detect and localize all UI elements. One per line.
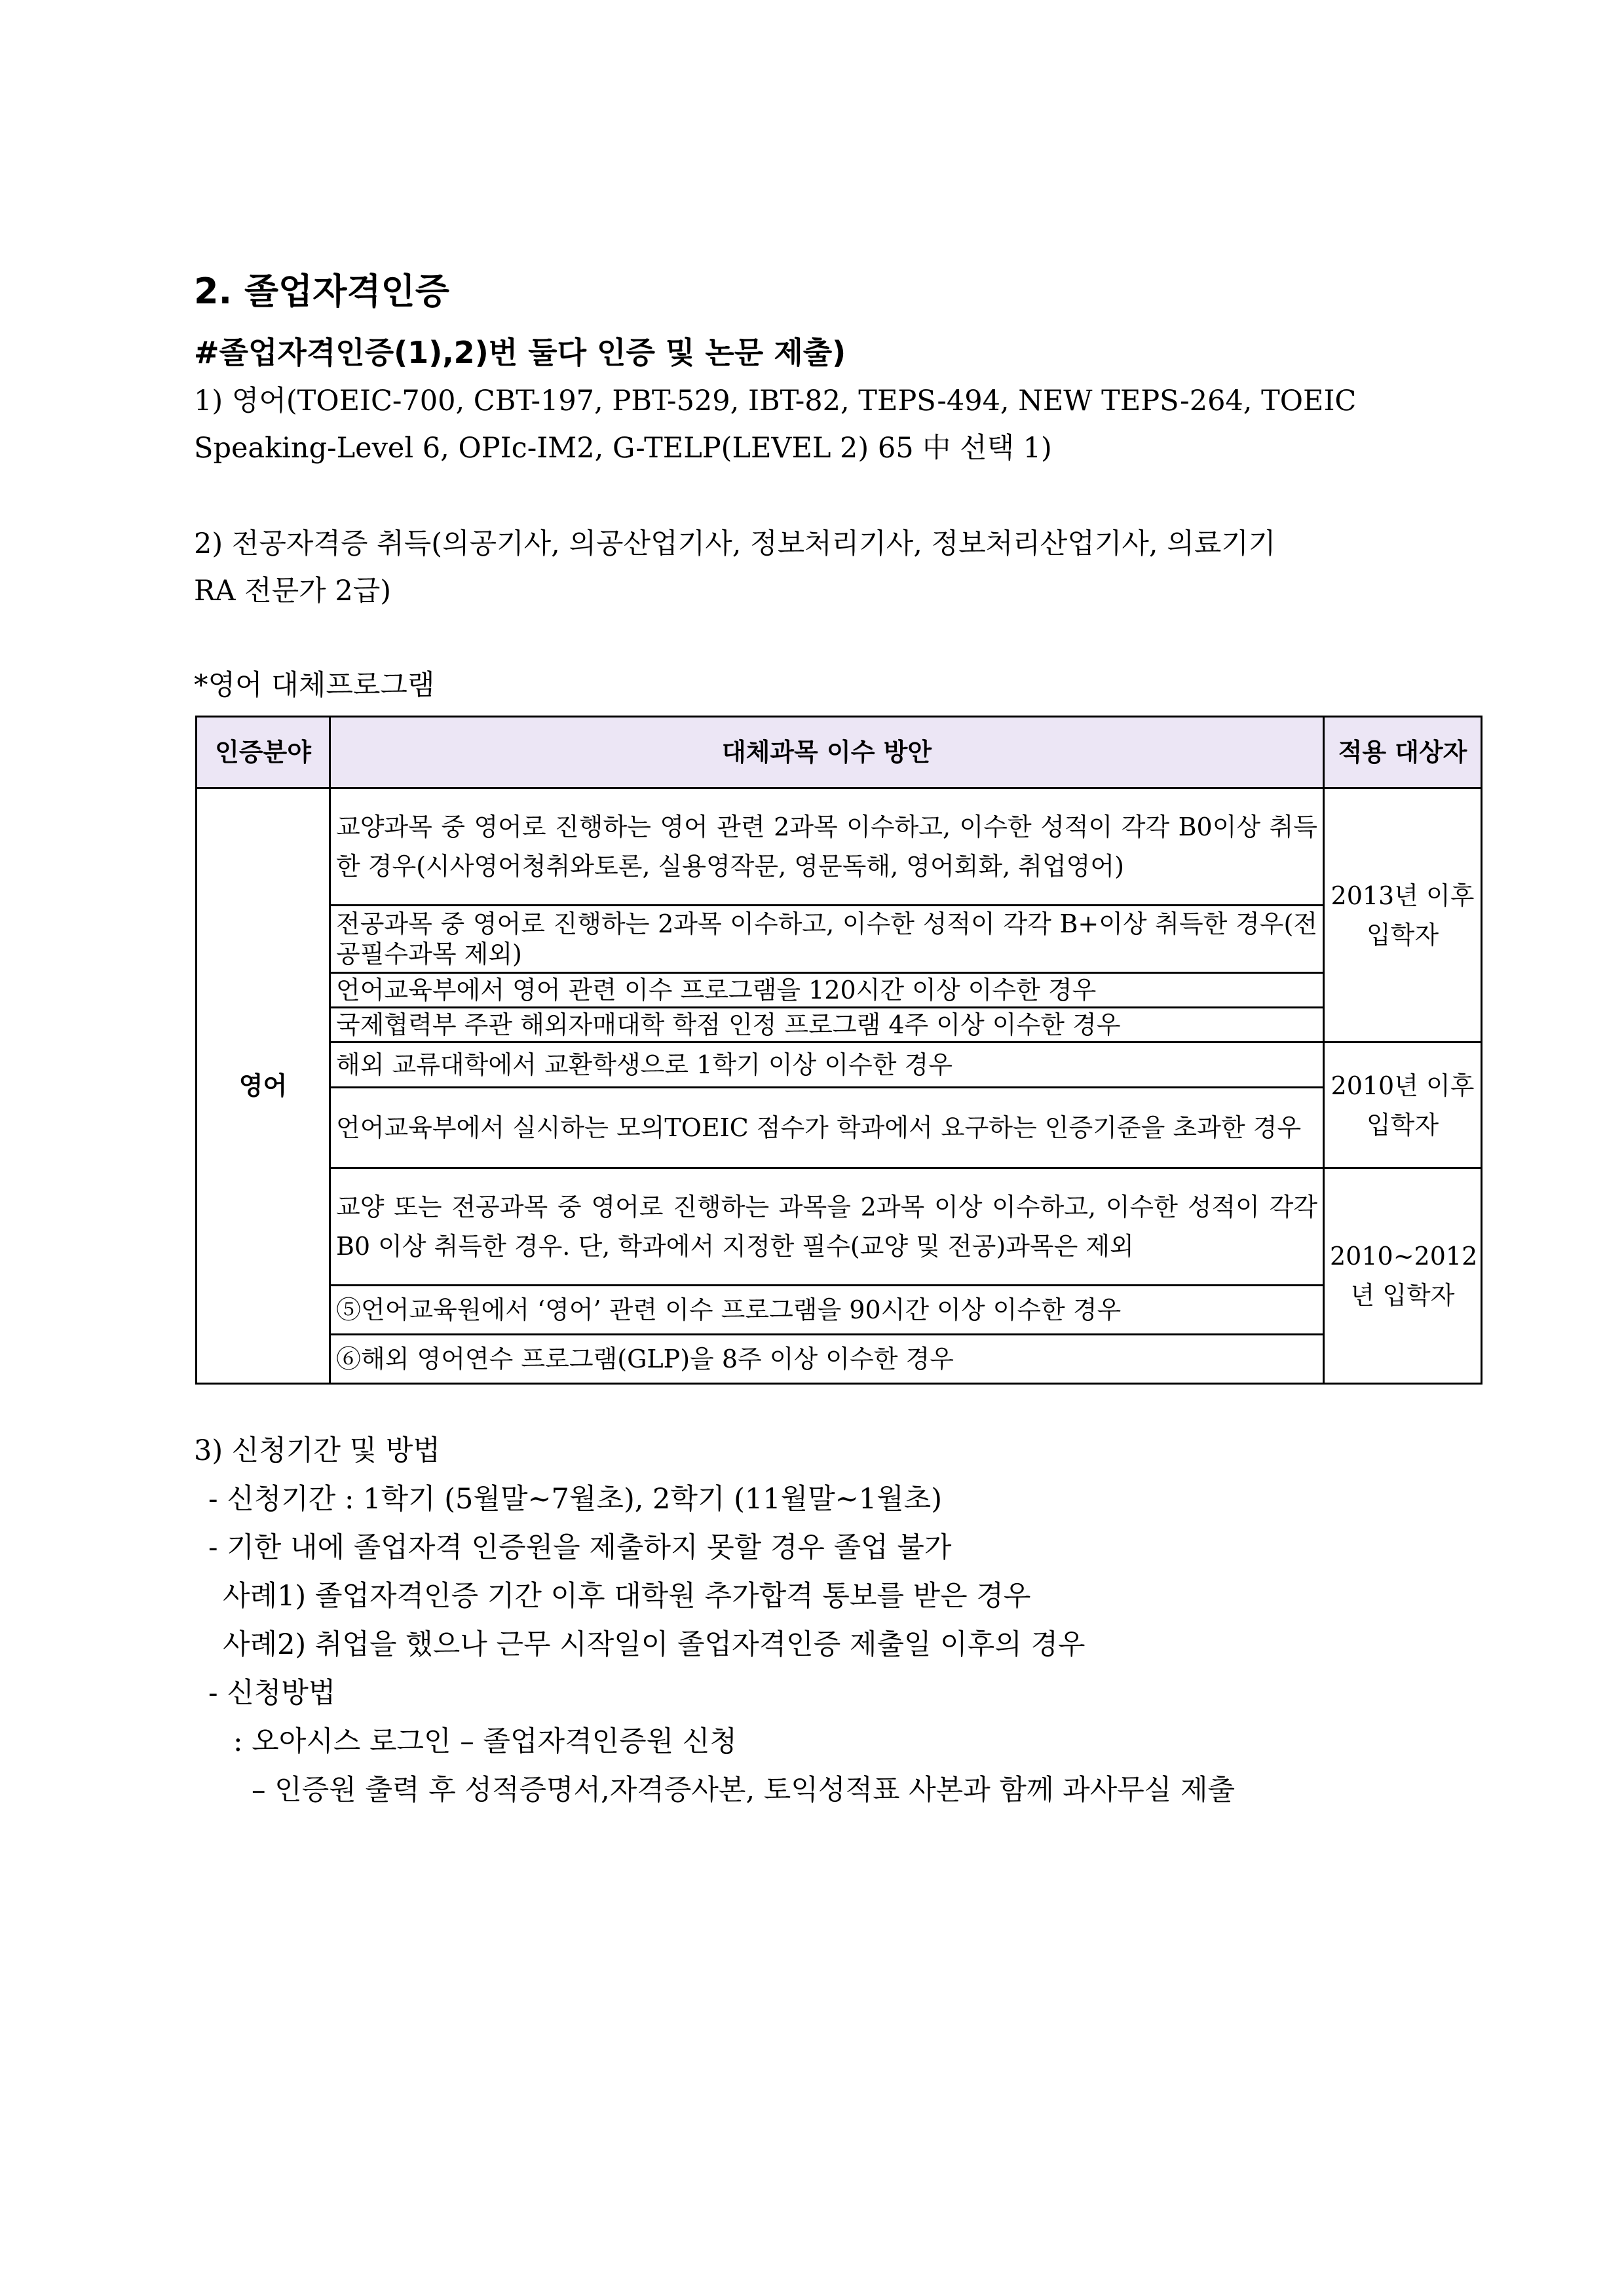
english-requirement-line2: Speaking-Level 6, OPIc-IM2, G-TELP(LEVEL 2) 65 中 선택 1) <box>194 432 1052 465</box>
table-row <box>197 906 1482 973</box>
application-method-step2: – 인증원 출력 후 성적증명서,자격증사본, 토익성적표 사본과 함께 과사무실 제출 <box>252 1774 1236 1807</box>
major-certificate-line1: 2) 전공자격증 취득(의공기사, 의공산업기사, 정보처리기사, 정보처리산업기사, 의료기기 <box>194 527 1276 560</box>
application-case2: 사례2) 취업을 했으나 근무 시작일이 졸업자격인증 제출일 이후의 경우 <box>223 1628 1086 1661</box>
application-method-step1: : 오아시스 로그인 – 졸업자격인증원 신청 <box>233 1725 737 1758</box>
header-category: 인증분야 <box>197 717 330 788</box>
application-warning: - 기한 내에 졸업자격 인증원을 제출하지 못할 경우 졸업 불가 <box>208 1531 952 1564</box>
application-heading: 3) 신청기간 및 방법 <box>194 1434 440 1467</box>
target-cell: 2010~2012년 입학자 <box>1324 1168 1482 1384</box>
alt-program-heading: *영어 대체프로그램 <box>194 669 435 702</box>
method-cell: ⑥해외 영어연수 프로그램(GLP)을 8주 이상 이수한 경우 <box>330 1335 1324 1384</box>
method-cell: 해외 교류대학에서 교환학생으로 1학기 이상 이수한 경우 <box>330 1043 1324 1088</box>
category-cell: 영어 <box>197 788 330 1384</box>
header-target: 적용 대상자 <box>1324 717 1482 788</box>
method-cell: 전공과목 중 영어로 진행하는 2과목 이수하고, 이수한 성적이 각각 B+이상 취득한 경우(전공필수과목 제외) <box>330 906 1324 973</box>
major-certificate-line2: RA 전문가 2급) <box>194 575 392 607</box>
table-row <box>197 1335 1482 1384</box>
application-period: - 신청기간 : 1학기 (5월말~7월초), 2학기 (11월말~1월초) <box>208 1483 942 1516</box>
application-method-label: - 신청방법 <box>208 1677 336 1710</box>
table-row <box>197 1043 1482 1088</box>
table-header-row <box>197 717 1482 788</box>
english-requirement-line1: 1) 영어(TOEIC-700, CBT-197, PBT-529, IBT-82, TEPS-494, NEW TEPS-264, TOEIC <box>194 385 1357 417</box>
table-row <box>197 1008 1482 1043</box>
application-case1: 사례1) 졸업자격인증 기간 이후 대학원 추가합격 통보를 받은 경우 <box>223 1580 1031 1613</box>
method-cell: 국제협력부 주관 해외자매대학 학점 인정 프로그램 4주 이상 이수한 경우 <box>330 1008 1324 1043</box>
method-cell: 언어교육부에서 실시하는 모의TOEIC 점수가 학과에서 요구하는 인증기준을 초과한 경우 <box>330 1088 1324 1168</box>
header-method: 대체과목 이수 방안 <box>330 717 1324 788</box>
target-cell: 2013년 이후 입학자 <box>1324 788 1482 1043</box>
method-cell: ⑤언어교육원에서 ‘영어’ 관련 이수 프로그램을 90시간 이상 이수한 경우 <box>330 1286 1324 1335</box>
alt-program-table <box>195 716 1482 1385</box>
table-row <box>197 1286 1482 1335</box>
table-row <box>197 1168 1482 1286</box>
table-row <box>197 1088 1482 1168</box>
method-cell: 언어교육부에서 영어 관련 이수 프로그램을 120시간 이상 이수한 경우 <box>330 973 1324 1008</box>
section-subtitle: #졸업자격인증(1),2)번 둘다 인증 및 논문 제출) <box>194 335 846 370</box>
section-title: 2. 졸업자격인증 <box>194 271 449 312</box>
target-cell: 2010년 이후 입학자 <box>1324 1043 1482 1168</box>
method-cell: 교양 또는 전공과목 중 영어로 진행하는 과목을 2과목 이상 이수하고, 이수한 성적이 각각 B0 이상 취득한 경우. 단, 학과에서 지정한 필수(교양 및 전공)과목은 제외 <box>330 1168 1324 1286</box>
method-cell: 교양과목 중 영어로 진행하는 영어 관련 2과목 이수하고, 이수한 성적이 각각 B0이상 취득한 경우(시사영어청취와토론, 실용영작문, 영문독해, 영어회화, 취업영어) <box>330 788 1324 906</box>
table-row <box>197 973 1482 1008</box>
table-row <box>197 788 1482 906</box>
